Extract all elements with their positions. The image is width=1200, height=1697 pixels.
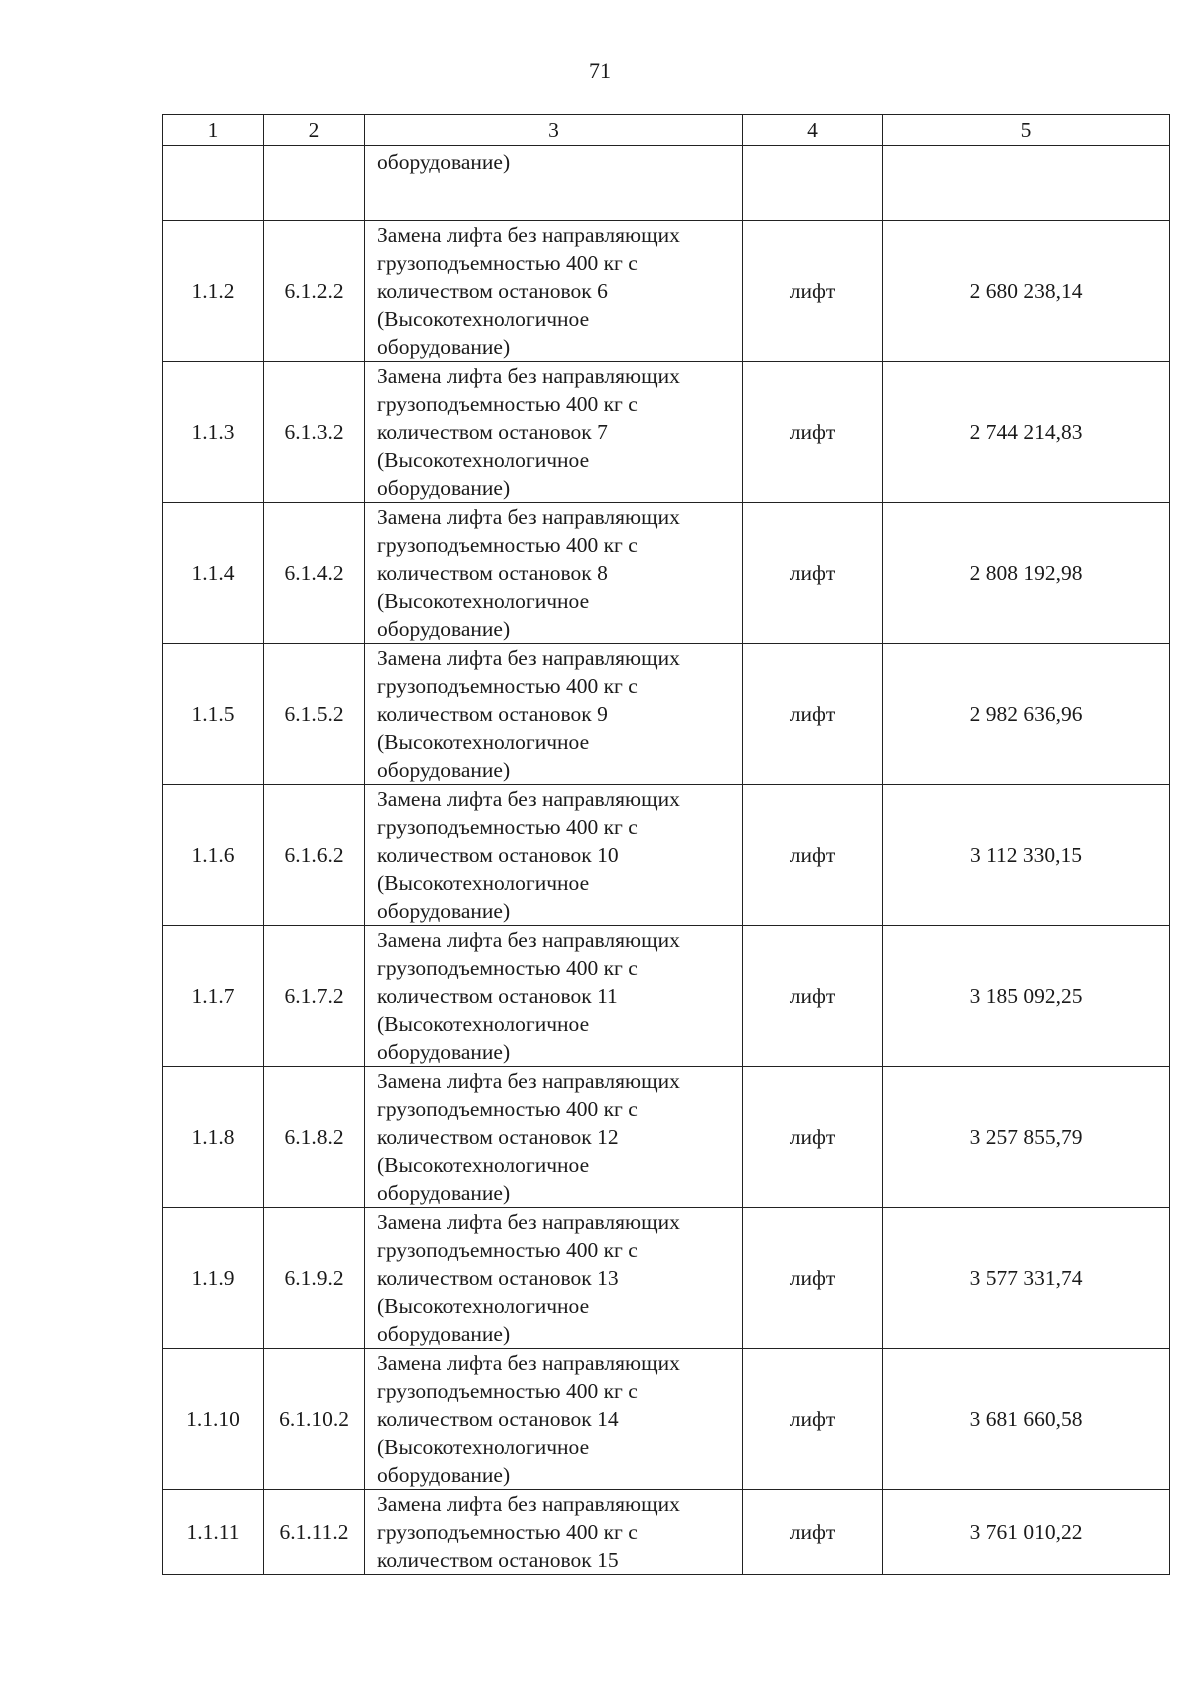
row-ref: 6.1.8.2 [264,1067,365,1208]
row-value: 2 744 214,83 [883,362,1170,503]
description-line: количеством остановок 8 [377,561,608,585]
description-line: количеством остановок 13 [377,1266,619,1290]
row-code: 1.1.6 [163,785,264,926]
row-description [365,1067,743,1208]
row-value: 3 761 010,22 [883,1490,1170,1575]
description-line: количеством остановок 9 [377,702,608,726]
description-line: грузоподъемностью 400 кг с [377,533,638,557]
row-code: 1.1.4 [163,503,264,644]
description-line: Замена лифта без направляющих [377,223,680,247]
row-code: 1.1.11 [163,1490,264,1575]
description-line: (Высокотехнологичное [377,1153,590,1177]
row-ref: 6.1.4.2 [264,503,365,644]
row-code: 1.1.8 [163,1067,264,1208]
table-row [163,221,1170,362]
row-description [365,785,743,926]
description-line: количеством остановок 15 [377,1548,619,1572]
description-line: оборудование) [377,1181,511,1205]
description-line: (Высокотехнологичное [377,730,590,754]
description-line: количеством остановок 11 [377,984,618,1008]
description-line: Замена лифта без направляющих [377,505,680,529]
table-row [163,1490,1170,1575]
row-unit: лифт [743,1490,883,1575]
description-line: грузоподъемностью 400 кг с [377,251,638,275]
description-line: Замена лифта без направляющих [377,364,680,388]
description-line: оборудование) [377,476,511,500]
row-value: 3 257 855,79 [883,1067,1170,1208]
description-line: Замена лифта без направляющих [377,1492,680,1516]
description-line: оборудование) [377,1463,511,1487]
row-ref: 6.1.3.2 [264,362,365,503]
table-row-continuation [163,146,1170,221]
table-row [163,926,1170,1067]
description-line: (Высокотехнологичное [377,307,590,331]
column-header: 1 [163,115,264,146]
description-line: грузоподъемностью 400 кг с [377,1520,638,1544]
row-description [365,926,743,1067]
row-ref: 6.1.10.2 [264,1349,365,1490]
page-number: 71 [589,58,611,83]
row-code [163,146,264,221]
row-value: 2 808 192,98 [883,503,1170,644]
description-line: количеством остановок 6 [377,279,608,303]
description-line: (Высокотехнологичное [377,589,590,613]
row-code: 1.1.3 [163,362,264,503]
description-line: (Высокотехнологичное [377,1435,590,1459]
row-code: 1.1.7 [163,926,264,1067]
description-line: оборудование) [377,758,511,782]
description-line: (Высокотехнологичное [377,1294,590,1318]
row-description [365,1349,743,1490]
description-line: Замена лифта без направляющих [377,928,680,952]
row-description: оборудование) [365,146,743,221]
column-header: 2 [264,115,365,146]
row-value: 2 982 636,96 [883,644,1170,785]
table-header-row [163,115,1170,146]
row-unit: лифт [743,1067,883,1208]
row-description [365,362,743,503]
row-ref: 6.1.5.2 [264,644,365,785]
table-row [163,785,1170,926]
row-description [365,503,743,644]
row-value: 3 577 331,74 [883,1208,1170,1349]
description-line: грузоподъемностью 400 кг с [377,674,638,698]
row-unit: лифт [743,362,883,503]
row-code: 1.1.9 [163,1208,264,1349]
row-code: 1.1.5 [163,644,264,785]
description-line: (Высокотехнологичное [377,448,590,472]
description-line: грузоподъемностью 400 кг с [377,392,638,416]
row-unit: лифт [743,644,883,785]
table-row [163,1349,1170,1490]
description-line: (Высокотехнологичное [377,1012,590,1036]
row-ref [264,146,365,221]
row-unit: лифт [743,1349,883,1490]
column-header: 5 [883,115,1170,146]
row-value: 3 112 330,15 [883,785,1170,926]
description-line: оборудование) [377,617,511,641]
description-line: количеством остановок 10 [377,843,619,867]
description-line: количеством остановок 12 [377,1125,619,1149]
column-header: 3 [365,115,743,146]
description-line: грузоподъемностью 400 кг с [377,1097,638,1121]
description-line: количеством остановок 14 [377,1407,619,1431]
description-line: Замена лифта без направляющих [377,1351,680,1375]
row-value: 3 681 660,58 [883,1349,1170,1490]
row-description [365,1208,743,1349]
row-ref: 6.1.9.2 [264,1208,365,1349]
description-line: оборудование) [377,1040,511,1064]
row-description [365,644,743,785]
row-description [365,1490,743,1575]
description-line: Замена лифта без направляющих [377,787,680,811]
row-code: 1.1.10 [163,1349,264,1490]
table-row [163,644,1170,785]
row-ref: 6.1.7.2 [264,926,365,1067]
description-line: грузоподъемностью 400 кг с [377,1379,638,1403]
description-line: Замена лифта без направляющих [377,1210,680,1234]
description-line: количеством остановок 7 [377,420,608,444]
row-value [883,146,1170,221]
row-code: 1.1.2 [163,221,264,362]
description-line: грузоподъемностью 400 кг с [377,815,638,839]
description-line: оборудование) [377,899,511,923]
table-row [163,1067,1170,1208]
description-line: грузоподъемностью 400 кг с [377,1238,638,1262]
description-line: Замена лифта без направляющих [377,646,680,670]
row-value: 3 185 092,25 [883,926,1170,1067]
table-row [163,1208,1170,1349]
row-unit [743,146,883,221]
row-ref: 6.1.6.2 [264,785,365,926]
row-value: 2 680 238,14 [883,221,1170,362]
table-row [163,362,1170,503]
row-description [365,221,743,362]
row-unit: лифт [743,221,883,362]
row-unit: лифт [743,785,883,926]
table-row [163,503,1170,644]
row-ref: 6.1.11.2 [264,1490,365,1575]
description-line: оборудование) [377,1322,511,1346]
row-unit: лифт [743,1208,883,1349]
row-unit: лифт [743,503,883,644]
description-line: Замена лифта без направляющих [377,1069,680,1093]
column-header: 4 [743,115,883,146]
description-line: оборудование) [377,335,511,359]
row-ref: 6.1.2.2 [264,221,365,362]
row-unit: лифт [743,926,883,1067]
description-line: грузоподъемностью 400 кг с [377,956,638,980]
description-line: (Высокотехнологичное [377,871,590,895]
price-table [162,114,1170,1575]
